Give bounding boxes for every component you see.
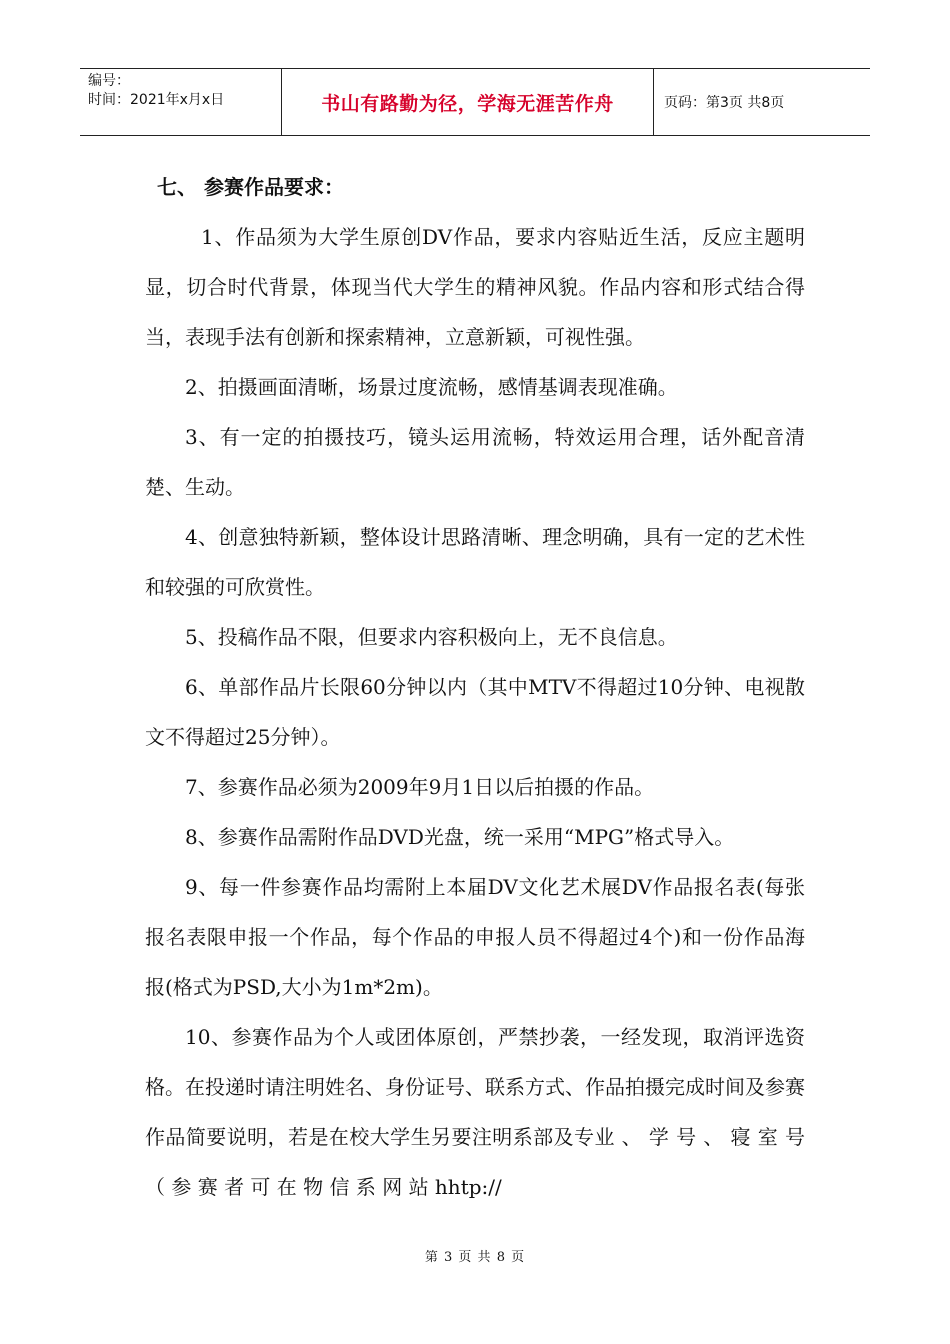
document-body — [145, 162, 805, 1212]
footer-page-number: 第 3 页 共 8 页 — [424, 1250, 526, 1265]
page-info: 页码：第3页 共8页 — [664, 95, 785, 111]
section-heading: 七、 参赛作品要求： — [157, 175, 344, 199]
header-page-cell — [654, 69, 870, 135]
time-label: 时间：2021年x月x日 — [88, 92, 225, 108]
page-footer — [0, 1246, 950, 1265]
requirement-paragraph: 4、创意独特新颖，整体设计思路清晰、理念明确，具有一定的艺术性和较强的可欣赏性。 — [145, 525, 805, 599]
header-meta — [80, 69, 282, 135]
requirement-paragraph: 3、有一定的拍摄技巧，镜头运用流畅，特效运用合理，话外配音清楚、生动。 — [145, 425, 805, 499]
motto-text: 书山有路勤为径，学海无涯苦作舟 — [321, 92, 614, 115]
requirement-paragraph: 8、参赛作品需附作品DVD光盘，统一采用“MPG”格式导入。 — [185, 825, 735, 849]
number-label: 编号： — [88, 73, 130, 89]
requirement-paragraph: 7、参赛作品必须为2009年9月1日以后拍摄的作品。 — [185, 775, 655, 799]
header-motto-cell — [282, 69, 654, 135]
requirement-paragraph: 5、投稿作品不限，但要求内容积极向上，无不良信息。 — [185, 625, 678, 649]
requirement-paragraph: 9、每一件参赛作品均需附上本届DV文化艺术展DV作品报名表(每张报名表限申报一个作品，每个作品的申报人员不得超过4个)和一份作品海报(格式为PSD,大小为1m*2m)。 — [145, 875, 805, 999]
requirement-paragraph: 10、参赛作品为个人或团体原创，严禁抄袭，一经发现，取消评选资格。在投递时请注明姓名、身份证号、联系方式、作品拍摄完成时间及参赛作品简要说明，若是在校大学生另要注明系部及专业 、 学 号 、 寝 室 号 （ 参 赛 者 可 在 物 信 系 网 站 hhtp:// — [145, 1025, 805, 1199]
document-header — [80, 68, 870, 136]
requirement-paragraph: 2、拍摄画面清晰，场景过度流畅，感情基调表现准确。 — [185, 375, 678, 399]
requirement-paragraph: 6、单部作品片长限60分钟以内（其中MTV不得超过10分钟、电视散文不得超过25分钟）。 — [145, 675, 805, 749]
requirement-paragraph: 1、作品须为大学生原创DV作品，要求内容贴近生活，反应主题明显，切合时代背景，体现当代大学生的精神风貌。作品内容和形式结合得当，表现手法有创新和探索精神，立意新颖，可视性强。 — [145, 225, 805, 349]
